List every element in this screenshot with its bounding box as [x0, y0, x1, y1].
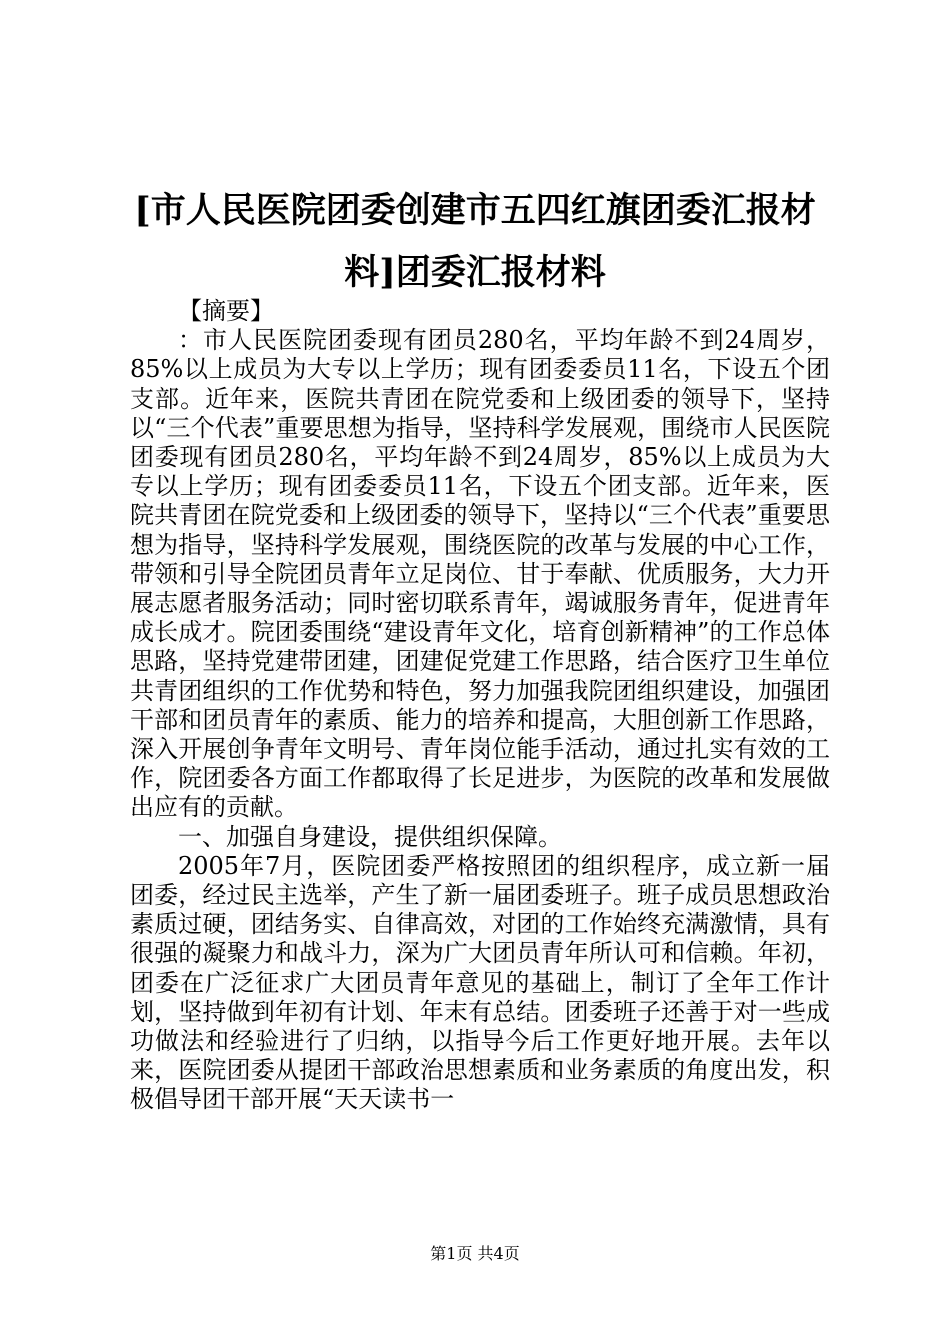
- abstract-label: 【摘要】: [178, 297, 274, 325]
- document-body: [130, 297, 830, 1115]
- page-footer: 第1页 共4页: [430, 1244, 520, 1263]
- section-heading: 一、加强自身建设，提供组织保障。: [178, 822, 562, 851]
- document-title: [市人民医院团委创建市五四红旗团委汇报材料]团委汇报材料: [134, 190, 816, 293]
- paragraph: 2005年7月，医院团委严格按照团的组织程序，成立新一届团委，经过民主选举，产生了新一届团委班子。班子成员思想政治素质过硬，团结务实、自律高效，对团的工作始终充满激情，具有很强的凝聚力和战斗力，深为广大团员青年所认可和信赖。年初，团委在广泛征求广大团员青年意见的基础上，制订了全年工作计划，坚持做到年初有计划、年末有总结。团委班子还善于对一些成功做法和经验进行了归纳，以指导今后工作更好地开展。去年以来，医院团委从提团干部政治思想素质和业务素质的角度出发，积极倡导团干部开展“天天读书一: [130, 851, 830, 1114]
- paragraph: ：市人民医院团委现有团员280名，平均年龄不到24周岁，85%以上成员为大专以上学历；现有团委委员11名，下设五个团支部。近年来，医院共青团在院党委和上级团委的领导下，坚持以“三个代表”重要思想为指导，坚持科学发展观，围绕市人民医院团委现有团员280名，平均年龄不到24周岁，85%以上成员为大专以上学历；现有团委委员11名，下设五个团支部。近年来，医院共青团在院党委和上级团委的领导下，坚持以“三个代表”重要思想为指导，坚持科学发展观，围绕医院的改革与发展的中心工作，带领和引导全院团员青年立足岗位、甘于奉献、优质服务，大力开展志愿者服务活动；同时密切联系青年，竭诚服务青年，促进青年成长成才。院团委围绕“建设青年文化，培育创新精神”的工作总体思路，坚持党建带团建，团建促党建工作思路，结合医疗卫生单位共青团组织的工作优势和特色，努力加强我院团组织建设，加强团干部和团员青年的素质、能力的培养和提高，大胆创新工作思路，深入开展创争青年文明号、青年岗位能手活动，通过扎实有效的工作，院团委各方面工作都取得了长足进步，为医院的改革和发展做出应有的贡献。: [130, 326, 830, 822]
